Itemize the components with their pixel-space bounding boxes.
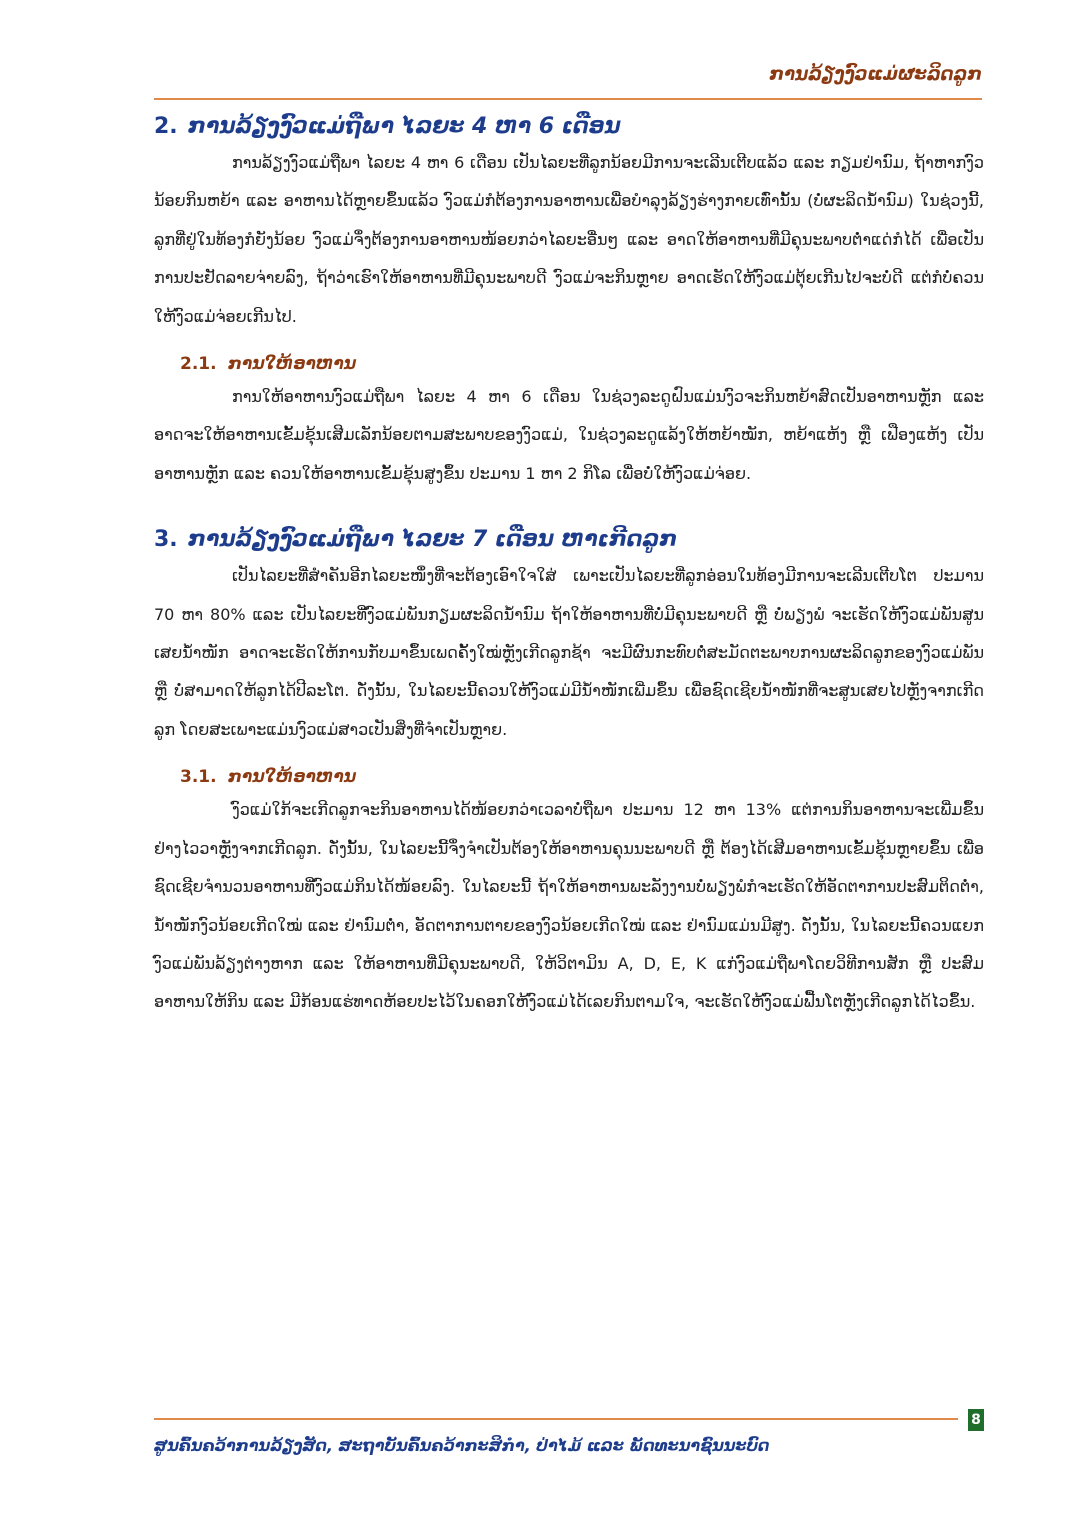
- footer-institution: ສູນຄົ້ນຄວ້າການລ້ຽງສັດ, ສະຖາບັນຄົ້ນຄວ້າກະສິກຳ, ປ່າໄມ້ ແລະ ພັດທະນາຊົນນະບົດ: [154, 1436, 770, 1455]
- section-number: 2.: [154, 114, 178, 139]
- running-header: ການລ້ຽງງົວແມ່ຜະລິດລູກ: [769, 64, 982, 85]
- footer-rule: [154, 1418, 958, 1420]
- page-body: [154, 110, 984, 1022]
- page-number-badge: 8: [968, 1409, 984, 1431]
- paragraph: ການໃຫ້ອາຫານງົວແມ່ຖືພາ ໄລຍະ 4 ຫາ 6 ເດືອນ ໃນຊ່ວງລະດູຝົນແມ່ນງົວຈະກິນຫຍ້າສົດເປັນອາຫານຫຼັກ ແລະ ອາດຈະໃຫ້ອາຫານເຂັ້ມຂຸ້ນເສີມເລັກນ້ອຍຕາມສະພາບຂອງງົວແມ່, ໃນຊ່ວງລະດູແລ້ງໃຫ້ຫຍ້າໝັກ, ຫຍ້າແຫ້ງ ຫຼື ເຟືອງແຫ້ງ ເປັນອາຫານຫຼັກ ແລະ ຄວນໃຫ້ອາຫານເຂັ້ມຂຸ້ນສູງຂຶ້ນ ປະມານ 1 ຫາ 2 ກິໂລ ເພື່ອບໍ່ໃຫ້ງົວແມ່ຈ່ອຍ.: [154, 387, 984, 483]
- paragraph: ການລ້ຽງງົວແມ່ຖືພາ ໄລຍະ 4 ຫາ 6 ເດືອນ ເປັນໄລຍະທີ່ລູກນ້ອຍມີການຈະເລີນເຕີບແລ້ວ ແລະ ກຽມຢ່ານົມ, ຖ້າຫາກງົວນ້ອຍກິນຫຍ້າ ແລະ ອາຫານໄດ້ຫຼາຍຂຶ້ນແລ້ວ ງົວແມ່ກໍຕ້ອງການອາຫານເພື່ອບຳລຸງລ້ຽງຮ່າງກາຍເທົ່ານັ້ນ (ບໍ່ຜະລິດນ້ຳນົມ) ໃນຊ່ວງນີ້, ລູກທີ່ຢູ່ໃນທ້ອງກໍຍັງນ້ອຍ ງົວແມ່ຈຶ່ງຕ້ອງການອາຫານໜ້ອຍກວ່າໄລຍະອື່ນໆ ແລະ ອາດໃຫ້ອາຫານທີ່ມີຄຸນະພາບຕ່ຳແດ່ກໍໄດ້ ເພື່ອເປັນການປະຢັດລາຍຈ່າຍລົງ, ຖ້າວ່າເຮົາໃຫ້ອາຫານທີ່ມີຄຸນະພາບດີ ງົວແມ່ຈະກິນຫຼາຍ ອາດເຮັດໃຫ້ງົວແມ່ຕຸ້ຍເກີນໄປຈະບໍ່ດີ ແຕ່ກໍບໍ່ຄວນໃຫ້ງົວແມ່ຈ່ອຍເກີນໄປ.: [154, 153, 984, 326]
- subsection-number: 2.1.: [180, 354, 217, 375]
- header-rule: [154, 98, 982, 100]
- subsection-number: 3.1.: [180, 767, 217, 788]
- paragraph: ງົວແມ່ໃກ້ຈະເກີດລູກຈະກິນອາຫານໄດ້ໜ້ອຍກວ່າເວລາບໍ່ຖືພາ ປະມານ 12 ຫາ 13% ແຕ່ການກິນອາຫານຈະເພີ່ມຂຶ້ນຢ່າງໄວວາຫຼັງຈາກເກີດລູກ. ດັ່ງນັ້ນ, ໃນໄລຍະນີ້ຈຶ່ງຈຳເປັນຕ້ອງໃຫ້ອາຫານຄຸນນະພາບດີ ຫຼື ຕ້ອງໄດ້ເສີມອາຫານເຂັ້ມຂຸ້ນຫຼາຍຂຶ້ນ ເພື່ອຊົດເຊີຍຈຳນວນອາຫານທີ່ງົວແມ່ກິນໄດ້ໜ້ອຍລົງ. ໃນໄລຍະນີ້ ຖ້າໃຫ້ອາຫານພະລັງງານບໍ່ພຽງພໍກໍຈະເຮັດໃຫ້ອັດຕາການປະສົມຕິດຕ່ຳ, ນ້ຳໜັກງົວນ້ອຍເກີດໃໝ່ ແລະ ຢ່ານົມຕ່ຳ, ອັດຕາການຕາຍຂອງງົວນ້ອຍເກີດໃໝ່ ແລະ ຢ່ານົມແມ່ນມີສູງ. ດັ່ງນັ້ນ, ໃນໄລຍະນີ້ຄວນແຍກງົວແມ່ພັນລ້ຽງຕ່າງຫາກ ແລະ ໃຫ້ອາຫານທີ່ມີຄຸນະພາບດີ, ໃຫ້ວິຕາມິນ A, D, E, K ແກ່ງົວແມ່ຖືພາໂດຍວິທີການສັກ ຫຼື ປະສົມອາຫານໃຫ້ກິນ ແລະ ມີກ້ອນແຮ່ທາດຫ້ອຍປະໄວ້ໃນຄອກໃຫ້ງົວແມ່ໄດ້ເລຍກິນຕາມໃຈ, ຈະເຮັດໃຫ້ງົວແມ່ຟື້ນໂຕຫຼັງເກີດລູກໄດ້ໄວຂຶ້ນ.: [154, 800, 984, 1012]
- paragraph: ເປັນໄລຍະທີ່ສຳຄັນອີກໄລຍະໜຶ່ງທີ່ຈະຕ້ອງເອົາໃຈໃສ່ ເພາະເປັນໄລຍະທີ່ລູກອ່ອນໃນທ້ອງມີການຈະເລີນເຕີບໂຕ ປະມານ 70 ຫາ 80% ແລະ ເປັນໄລຍະທີ່ງົວແມ່ພັນກຽມຜະລິດນ້ຳນົມ ຖ້າໃຫ້ອາຫານທີ່ບໍ່ມີຄຸນະພາບດີ ຫຼື ບໍ່ພຽງພໍ ຈະເຮັດໃຫ້ງົວແມ່ພັນສູນເສຍນ້ຳໜັກ ອາດຈະເຮັດໃຫ້ການກັບມາຂຶ້ນເພດຄັ້ງໃໝ່ຫຼັງເກີດລູກຊ້າ ຈະມີຜົນກະທົບຕໍ່ສະມັດຕະພາບການຜະລິດລູກຂອງງົວແມ່ພັນ ຫຼື ບໍ່ສາມາດໃຫ້ລູກໄດ້ປີລະໂຕ. ດັ່ງນັ້ນ, ໃນໄລຍະນີ້ຄວນໃຫ້ງົວແມ່ມີນ້ຳໜັກເພີ່ມຂຶ້ນ ເພື່ອຊົດເຊີຍນ້ຳໜັກທີ່ຈະສູນເສຍໄປຫຼັງຈາກເກີດລູກ ໂດຍສະເພາະແມ່ນງົວແມ່ສາວເປັນສິ່ງທີ່ຈຳເປັນຫຼາຍ.: [154, 566, 984, 739]
- section-number: 3.: [154, 527, 178, 553]
- section-title: ການລ້ຽງງົວແມ່ຖືພາ ໄລຍະ 4 ຫາ 6 ເດືອນ: [188, 114, 621, 139]
- subsection-heading-2-1: [154, 350, 984, 378]
- section-heading-2: [154, 110, 984, 144]
- subsection-heading-3-1: [154, 763, 984, 791]
- subsection-title: ການໃຫ້ອາຫານ: [228, 354, 357, 375]
- section-heading-3: [154, 523, 984, 557]
- section-title: ການລ້ຽງງົວແມ່ຖືພາ ໄລຍະ 7 ເດືອນ ຫາເກີດລູກ: [188, 527, 678, 553]
- subsection-title: ການໃຫ້ອາຫານ: [228, 767, 357, 788]
